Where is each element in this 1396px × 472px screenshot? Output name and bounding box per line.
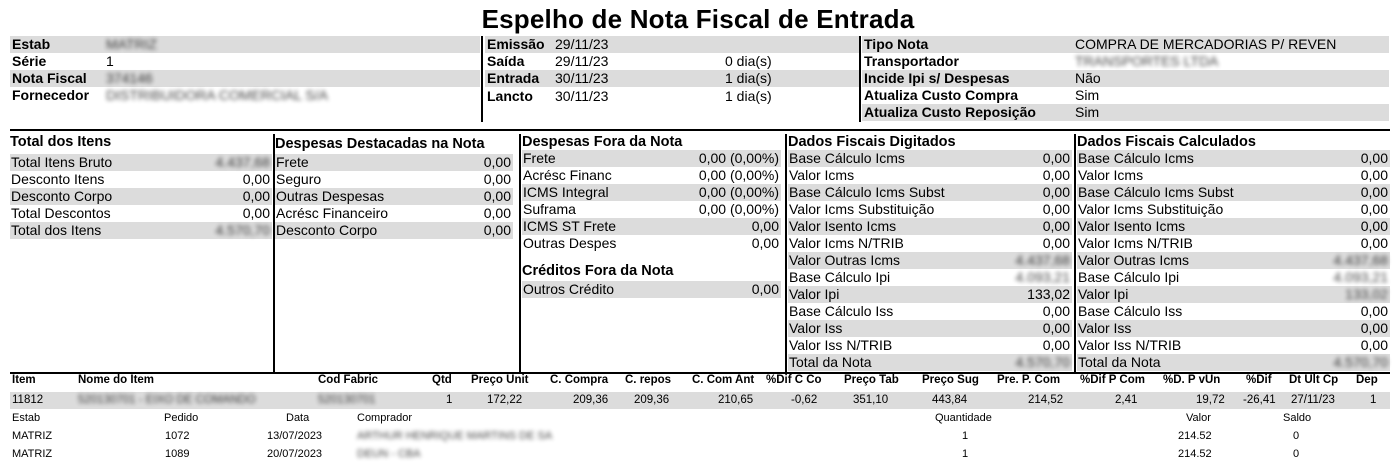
row-label: Outros Crédito (523, 281, 615, 297)
fornecedor-label: Fornecedor (12, 87, 90, 103)
row-value: 0,00 (1042, 218, 1070, 234)
despesa-row (275, 171, 513, 188)
fiscal-row (788, 320, 1072, 337)
divider (519, 134, 521, 372)
item-dif: -26,41 (1243, 394, 1276, 406)
row-value: 0,00 (1042, 303, 1070, 319)
lancto-date: 30/11/23 (555, 88, 609, 104)
item-code: 11812 (12, 394, 44, 406)
row-label: Valor Iss N/TRIB (789, 337, 893, 353)
emissao-date: 29/11/23 (555, 36, 609, 52)
fiscal-row (1077, 337, 1390, 354)
item-cod-fabric: 520130701 (318, 394, 376, 406)
page-title: Espelho de Nota Fiscal de Entrada (481, 4, 915, 34)
incide-ipi-row (862, 70, 1389, 87)
col-d-p-vun: %D. P vUn (1163, 374, 1221, 386)
despesa-row (275, 222, 513, 239)
row-label: Suframa (523, 201, 576, 217)
row-value: 0,00 (483, 171, 511, 187)
fiscal-row (788, 303, 1072, 320)
item-pre-p-com: 214,52 (1028, 394, 1064, 406)
row-value: 0,00 (1042, 235, 1070, 251)
row-label: Desconto Itens (11, 171, 105, 187)
row-label: Valor Icms Substituição (789, 201, 935, 217)
divider (1074, 134, 1076, 372)
despesa-fora-row (522, 184, 781, 201)
col-c-compra: C. Compra (550, 374, 609, 386)
row-value: 0,00 (1042, 320, 1070, 336)
fiscal-row (788, 252, 1072, 269)
col-dt-ult-cp: Dt Ult Cp (1289, 374, 1339, 386)
row-value: 0,00 (1042, 167, 1070, 183)
atualiza-custo-reposicao-row (862, 104, 1389, 121)
row-label: Base Cálculo Icms Subst (1078, 184, 1234, 200)
fiscal-row (1077, 303, 1390, 320)
pedido-saldo: 0 (1293, 448, 1300, 460)
fiscal-row (788, 167, 1072, 184)
total-itens-row (10, 205, 272, 222)
col-dep: Dep (1356, 374, 1378, 386)
nota-label: Nota Fiscal (12, 70, 87, 86)
emissao-label: Emissão (487, 36, 545, 52)
saida-row (485, 53, 859, 70)
despesa-fora-row (522, 201, 781, 218)
row-value: 0,00 (1042, 150, 1070, 166)
row-value: 4.093,21 (1015, 269, 1070, 285)
credito-fora-row (522, 281, 781, 298)
row-label: Frete (276, 154, 309, 170)
divider (481, 36, 483, 122)
lancto-days: 1 dia(s) (725, 88, 772, 104)
row-label: Outras Despes (523, 235, 617, 251)
fiscal-row (788, 184, 1072, 201)
col-item: Item (12, 374, 36, 386)
row-value: 4.437,68 (215, 154, 270, 170)
col-preco-tab: Preço Tab (844, 374, 899, 386)
saida-date: 29/11/23 (555, 53, 609, 69)
col-quantidade: Quantidade (935, 412, 992, 424)
tipo-nota-label: Tipo Nota (864, 36, 929, 52)
row-label: Acrésc Financeiro (276, 205, 389, 221)
item-c-compra: 209,36 (573, 394, 609, 406)
row-value: 0,00 (483, 154, 511, 170)
row-value: 0,00 (1042, 201, 1070, 217)
row-label: Valor Outras Icms (1078, 252, 1189, 268)
row-value: 0,00 (1360, 167, 1388, 183)
row-value: 0,00 (483, 222, 511, 238)
row-value: 4.437,68 (1333, 252, 1388, 268)
total-itens-title: Total dos Itens (10, 134, 112, 150)
row-value: 0,00 (1360, 218, 1388, 234)
fiscal-row (788, 337, 1072, 354)
col-nome: Nome do Item (78, 374, 155, 386)
header-left (10, 36, 480, 122)
col-pre-p-com: Pre. P. Com (997, 374, 1061, 386)
row-label: Valor Icms Substituição (1078, 201, 1224, 217)
item-d-p-vun: 19,72 (1196, 394, 1225, 406)
fiscal-row (788, 235, 1072, 252)
row-value: 0,00 (0,00%) (698, 201, 779, 217)
row-value: 0,00 (1360, 303, 1388, 319)
row-label: Valor Ipi (1078, 286, 1129, 302)
separator-line (10, 129, 1390, 131)
despesa-fora-row (522, 167, 781, 184)
entrada-date: 30/11/23 (555, 70, 609, 86)
col-dif: %Dif (1246, 374, 1272, 386)
lancto-row (485, 88, 859, 105)
pedido-quantidade: 1 (962, 430, 969, 442)
row-value: 0,00 (751, 218, 779, 234)
row-value: 0,00 (1360, 184, 1388, 200)
total-itens-row (10, 171, 272, 188)
row-label: Total Descontos (11, 205, 111, 221)
pedido-saldo: 0 (1293, 430, 1300, 442)
atualiza-custo-reposicao-label: Atualiza Custo Reposição (864, 104, 1036, 120)
col-c-repos: C. repos (625, 374, 672, 386)
serie-row (10, 53, 480, 70)
atualiza-custo-compra-label: Atualiza Custo Compra (864, 87, 1019, 103)
fiscal-row (1077, 150, 1390, 167)
row-value: 0,00 (1042, 337, 1070, 353)
row-label: Base Cálculo Iss (789, 303, 894, 319)
entrada-days: 1 dia(s) (725, 70, 772, 86)
lancto-label: Lancto (487, 88, 533, 104)
emissao-row (485, 36, 859, 53)
item-dif-c-co: -0,62 (791, 394, 818, 406)
row-label: Base Cálculo Icms (1078, 150, 1194, 166)
despesas-destacadas-title: Despesas Destacadas na Nota (275, 136, 485, 152)
serie-value: 1 (106, 53, 114, 69)
despesa-row (275, 188, 513, 205)
pedido-numero: 1072 (165, 430, 190, 442)
row-label: Seguro (276, 171, 322, 187)
pedido-comprador: DEUN - CBA (357, 448, 421, 460)
row-value: 0,00 (1360, 337, 1388, 353)
fiscal-row (788, 201, 1072, 218)
row-value: 4.570,70 (1015, 354, 1070, 370)
total-itens-row (10, 222, 272, 239)
entrada-label: Entrada (487, 70, 540, 86)
col-data: Data (286, 412, 310, 424)
col-valor: Valor (1186, 412, 1211, 424)
row-value: 0,00 (0,00%) (698, 150, 779, 166)
row-value: 0,00 (483, 188, 511, 204)
row-label: Acrésc Financ (523, 167, 612, 183)
fiscal-row (788, 286, 1072, 303)
item-dt-ult-cp: 27/11/23 (1291, 394, 1335, 406)
fornecedor-row (10, 87, 480, 104)
item-preco-unit: 172,22 (487, 394, 523, 406)
row-value: 0,00 (1360, 235, 1388, 251)
fiscal-row (788, 218, 1072, 235)
row-value: 0,00 (1360, 320, 1388, 336)
item-c-com-ant: 210,65 (718, 394, 754, 406)
total-itens-row (10, 188, 272, 205)
pedido-estab: MATRIZ (12, 430, 53, 442)
estab-value: MATRIZ (106, 36, 158, 52)
pedido-estab: MATRIZ (12, 448, 53, 460)
row-label: ICMS ST Frete (523, 218, 617, 234)
row-value: 4.437,68 (1015, 252, 1070, 268)
fiscal-row (1077, 167, 1390, 184)
row-label: Valor Isento Icms (1078, 218, 1186, 234)
row-label: Valor Isento Icms (789, 218, 897, 234)
row-value: 133,02 (1027, 286, 1070, 302)
fiscal-row (1077, 218, 1390, 235)
fiscal-row (1077, 269, 1390, 286)
estab-label: Estab (12, 36, 51, 52)
row-label: Valor Icms N/TRIB (789, 235, 904, 251)
col-dif-c-co: %Dif C Co (766, 374, 822, 386)
row-value: 4.570,70 (1333, 354, 1388, 370)
row-value: 0,00 (242, 171, 270, 187)
fiscal-row (788, 269, 1072, 286)
pedido-comprador: ARTHUR HENRIQUE MARTINS DE SA (357, 430, 553, 442)
col-preco-unit: Preço Unit (471, 374, 529, 386)
col-qtd: Qtd (432, 374, 452, 386)
col-comprador: Comprador (357, 412, 413, 424)
despesa-row (275, 205, 513, 222)
item-name: 520130701 - EIXO DE COMANDO (78, 394, 256, 406)
entrada-row (485, 70, 859, 87)
row-value: 0,00 (0,00%) (698, 167, 779, 183)
col-cod-fabric: Cod Fabric (318, 374, 379, 386)
row-value: 0,00 (242, 205, 270, 221)
row-value: 0,00 (0,00%) (698, 184, 779, 200)
col-pedido: Pedido (164, 412, 199, 424)
pedido-valor: 214.52 (1178, 448, 1212, 460)
header-mid (485, 36, 859, 122)
saida-days: 0 dia(s) (725, 53, 772, 69)
despesa-fora-row (522, 218, 781, 235)
atualiza-custo-reposicao-value: Sim (1075, 104, 1100, 120)
row-label: Total dos Itens (11, 222, 102, 238)
row-label: Desconto Corpo (276, 222, 378, 238)
row-value: 0,00 (751, 281, 779, 297)
fiscal-row (1077, 201, 1390, 218)
row-value: 133,02 (1345, 286, 1388, 302)
pedido-valor: 214.52 (1178, 430, 1212, 442)
serie-label: Série (12, 53, 47, 69)
despesa-fora-row (522, 150, 781, 167)
tipo-nota-value: COMPRA DE MERCADORIAS P/ REVEN (1075, 36, 1337, 52)
row-value: 0,00 (242, 188, 270, 204)
col-preco-sug: Preço Sug (922, 374, 979, 386)
transportador-value: TRANSPORTES LTDA (1075, 53, 1219, 69)
nota-row (10, 70, 480, 87)
total-itens-row (10, 154, 272, 171)
pedido-data: 20/07/2023 (267, 448, 323, 460)
row-label: Base Cálculo Iss (1078, 303, 1183, 319)
incide-ipi-label: Incide Ipi s/ Despesas (864, 70, 1010, 86)
row-label: Valor Ipi (789, 286, 840, 302)
despesa-fora-row (522, 235, 781, 252)
row-label: Base Cálculo Icms (789, 150, 905, 166)
creditos-fora-title: Créditos Fora da Nota (522, 263, 674, 279)
nota-value: 374146 (106, 70, 153, 86)
row-label: Valor Icms (789, 167, 855, 183)
row-value: 0,00 (1042, 184, 1070, 200)
fiscal-row (1077, 252, 1390, 269)
col-saldo: Saldo (1283, 412, 1312, 424)
item-qtd: 1 (446, 394, 453, 406)
fiscal-row (788, 150, 1072, 167)
pedido-numero: 1089 (165, 448, 190, 460)
row-label: Valor Icms N/TRIB (1078, 235, 1193, 251)
header-right (862, 36, 1389, 122)
fiscal-row (1077, 184, 1390, 201)
fiscal-row (1077, 320, 1390, 337)
fornecedor-value: DISTRIBUIDORA COMERCIAL S/A (106, 87, 328, 103)
item-preco-tab: 351,10 (853, 394, 889, 406)
despesa-row (275, 154, 513, 171)
item-preco-sug: 443,84 (932, 394, 968, 406)
row-label: Valor Iss N/TRIB (1078, 337, 1182, 353)
fiscais-calculados-title: Dados Fiscais Calculados (1077, 134, 1256, 150)
atualiza-custo-compra-row (862, 87, 1389, 104)
item-c-repos: 209,36 (634, 394, 670, 406)
despesas-fora-title: Despesas Fora da Nota (522, 134, 683, 150)
row-value: 0,00 (1360, 150, 1388, 166)
fiscal-row (788, 354, 1072, 371)
item-dep: 1 (1370, 394, 1377, 406)
row-label: Total da Nota (789, 354, 872, 370)
fiscal-row (1077, 286, 1390, 303)
col-c-com-ant: C. Com Ant (692, 374, 755, 386)
item-dif-p-com: 2,41 (1115, 394, 1138, 406)
row-value: 0,00 (1360, 201, 1388, 217)
row-value: 4.570,70 (215, 222, 270, 238)
row-label: Valor Iss (789, 320, 843, 336)
row-label: Outras Despesas (276, 188, 385, 204)
row-label: Valor Iss (1078, 320, 1132, 336)
row-label: Desconto Corpo (11, 188, 113, 204)
fiscais-digitados-title: Dados Fiscais Digitados (788, 134, 956, 150)
row-value: 0,00 (483, 205, 511, 221)
col-estab: Estab (12, 412, 41, 424)
fiscal-row (1077, 354, 1390, 371)
divider (785, 134, 787, 372)
row-label: Total Itens Bruto (11, 154, 113, 170)
row-label: Total da Nota (1078, 354, 1161, 370)
col-dif-p-com: %Dif P Com (1080, 374, 1145, 386)
tipo-nota-row (862, 36, 1389, 53)
row-value: 4.093,21 (1333, 269, 1388, 285)
row-label: Valor Outras Icms (789, 252, 900, 268)
atualiza-custo-compra-value: Sim (1075, 87, 1100, 103)
incide-ipi-value: Não (1075, 70, 1101, 86)
row-label: Base Cálculo Ipi (789, 269, 891, 285)
row-label: Valor Icms (1078, 167, 1144, 183)
estab-row (10, 36, 480, 53)
row-label: ICMS Integral (523, 184, 609, 200)
pedido-quantidade: 1 (962, 448, 969, 460)
row-label: Frete (523, 150, 556, 166)
pedido-data: 13/07/2023 (267, 430, 323, 442)
saida-label: Saída (487, 53, 525, 69)
divider (859, 36, 861, 122)
transportador-row (862, 53, 1389, 70)
row-value: 0,00 (751, 235, 779, 251)
transportador-label: Transportador (864, 53, 959, 69)
row-label: Base Cálculo Ipi (1078, 269, 1180, 285)
row-label: Base Cálculo Icms Subst (789, 184, 945, 200)
fiscal-row (1077, 235, 1390, 252)
